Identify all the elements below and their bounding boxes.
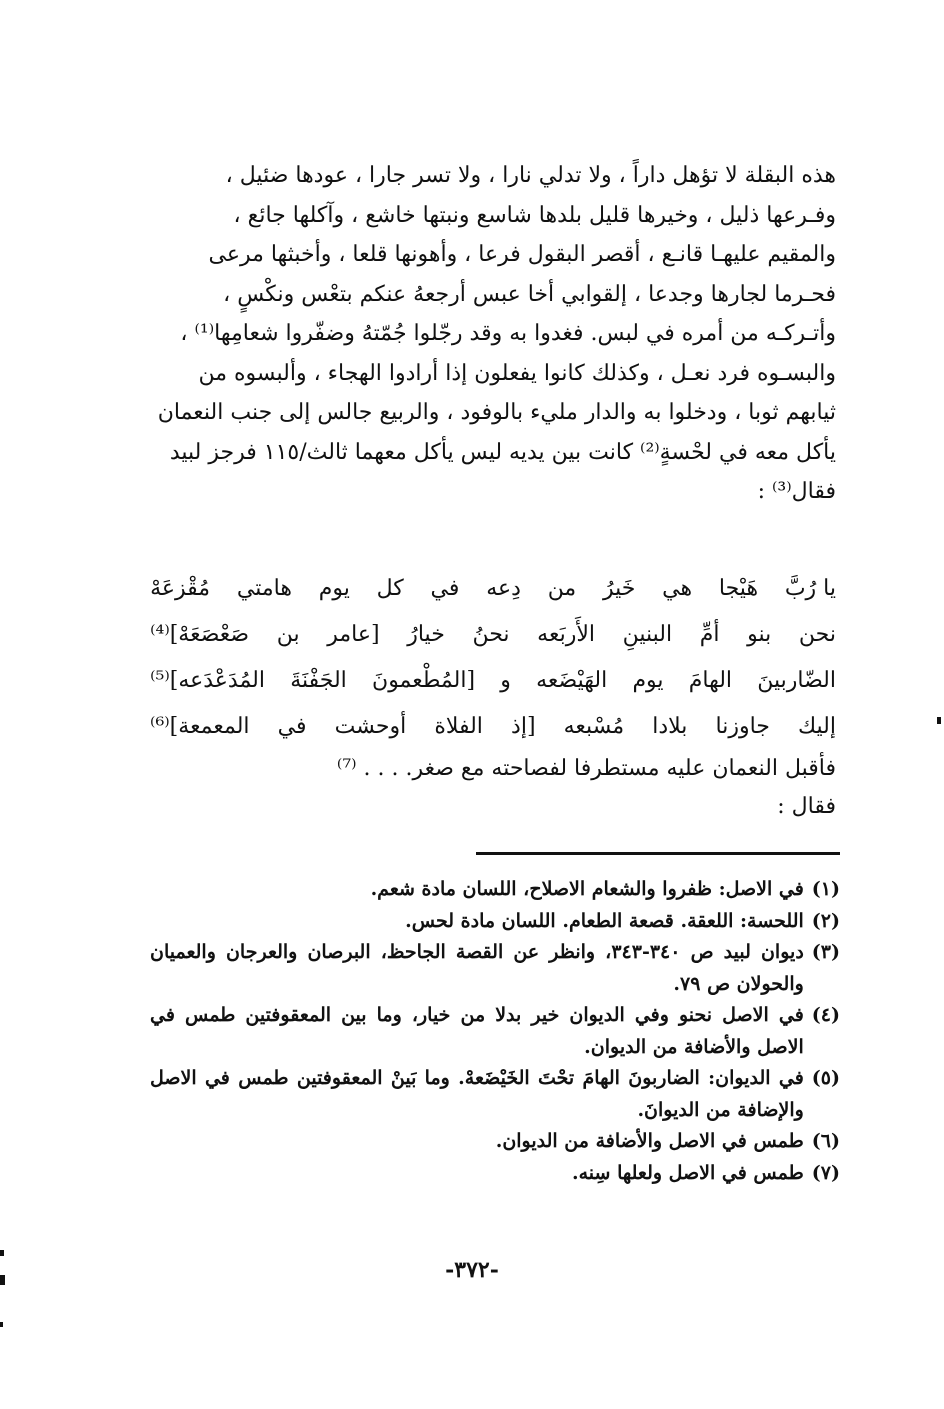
scan-mark [0, 1322, 3, 1327]
poem-word: في [277, 714, 307, 739]
poem-word: إليك [798, 714, 836, 739]
poem-word: مُقْزعَهْ [150, 576, 211, 601]
footnote [150, 1000, 840, 1063]
text-line: وأتـركـه من أمره في لبس. فغدوا به وقد رجّلوا جُمّتهُ وضفّروا شعامِها⁽¹⁾ ، [180, 321, 836, 346]
scan-mark [0, 1275, 5, 1285]
footnote-separator [476, 852, 840, 855]
footnote-text: في الاصل نحنو وفي الديوان خير بدلا من خيار، وما بين المعقوفتين طمس في الاصل والأضافة من الديوان. [150, 1004, 804, 1058]
poem-word: [المُطْعمونَ [372, 668, 476, 693]
poem-word: الضّاربينَ [757, 668, 836, 693]
poem-word: بن [276, 622, 300, 647]
text-line: والبسـوه فرد نعـل ، وكذلك كانوا يفعلون إذا أرادوا الهجاء ، وألبسوه من [198, 360, 836, 386]
poem-word: بنو [747, 622, 772, 647]
footnote-text: في الديوان: الضاربونَ الهامَ تحْتَ الخَيْضَعهْ. وما بَينْ المعقوفتين طمس في الاصل والإضافة من الديوانَ. [150, 1067, 804, 1121]
poem-word: المُدَعْدَعه]⁽⁵⁾ [150, 668, 265, 693]
poem-word: يا رُبَّ [784, 576, 836, 601]
poem-verse [150, 612, 836, 658]
footnote [150, 1063, 840, 1126]
scan-mark [0, 1250, 4, 1256]
poem-word: كل [376, 576, 404, 601]
poem-word: الهامَ [688, 668, 733, 693]
poem-word: من [547, 576, 577, 601]
text-line: فحـرما لجارها وجدعا ، إلقوابي أخا عبس أرجعهُ عنكم بتعْس ونكْسٍ ، [223, 281, 836, 307]
poem-word: و [500, 668, 511, 693]
poem-word: في [430, 576, 460, 601]
poem [150, 566, 836, 750]
text-line: هذه البقلة لا تؤهل داراً ، ولا تدلي نارا ، ولا تسر جارا ، عودها ضئيل ، [225, 163, 836, 188]
poem-verse [150, 658, 836, 704]
poem-word: نحنُ [472, 622, 510, 647]
main-text [150, 156, 836, 512]
text-line: فأقبل النعمان عليه مستطرفا لفصاحته مع صغر. . . . ⁽⁷⁾ [336, 756, 836, 781]
footnote-text: طمس في الاصل ولعلها سِنه. [572, 1161, 804, 1184]
text-line: فقال : [777, 794, 836, 819]
poem-verse [150, 566, 836, 612]
scan-mark [937, 717, 941, 724]
footnote-text: في الاصل: ظفروا والشعام الاصلاح، اللسان مادة شعم. [370, 878, 804, 900]
poem-word: خيارُ [407, 622, 445, 647]
text-line: وفـرعها ذليل ، وخيرها قليل بلدها شاسع ونبتها خاشع ، وآكلها جائع ، [233, 202, 836, 228]
poem-word: دِعه [486, 576, 521, 601]
footnote [150, 906, 840, 938]
footnote [150, 1158, 840, 1190]
footnotes [150, 874, 840, 1189]
text-line: والمقيم عليهـا قانـع ، أقصر البقول فرعا ، وأهونها قلعا ، وأخبثها مرعى [208, 242, 836, 267]
poem-word: أمِّ [699, 622, 720, 647]
poem-word: خَيرُ [603, 576, 636, 601]
poem-word: هَيْجا [718, 576, 759, 601]
poem-word: نحن [798, 622, 836, 647]
footnote-number: (٥) [811, 1067, 840, 1089]
footnote [150, 1126, 840, 1158]
text-line: فقال⁽³⁾ : [757, 479, 836, 504]
footnote-text: ديوان لبيد ص ٣٤٠-٣٤٣، وانظر عن القصة الجاحظ، البرصان والعرجان والعميان والحولان ص ٧٩. [150, 941, 804, 995]
poem-word: صَعْصَعَهْ]⁽⁴⁾ [150, 622, 250, 647]
poem-word: هي [662, 576, 693, 601]
poem-word: الهَيْضَعه [536, 668, 608, 693]
footnote-number: (٧) [811, 1161, 840, 1184]
poem-word: المعمعة]⁽⁶⁾ [150, 714, 250, 739]
poem-word: الفلاة [434, 714, 483, 739]
footnote [150, 937, 840, 1000]
poem-word: الأَربَعه [537, 622, 595, 647]
footnote-number: (٤) [811, 1004, 840, 1026]
poem-word: مُسْبعه [563, 714, 625, 739]
footnote-number: (٢) [811, 909, 840, 932]
poem-word: الجَفْنَةَ [290, 668, 347, 693]
footnote-number: (١) [811, 878, 840, 900]
poem-word: أوحشت [334, 714, 407, 739]
footnote [150, 874, 840, 906]
footnote-number: (٦) [811, 1130, 840, 1152]
poem-word: البنينِ [622, 622, 673, 647]
poem-word: [إذ [511, 714, 536, 739]
poem-word: بلادا [652, 714, 688, 739]
poem-word: هامتي [236, 576, 292, 601]
poem-word: [عامر [327, 622, 380, 647]
poem-word: جاوزنا [715, 714, 770, 739]
poem-verse [150, 704, 836, 750]
poem-word: يوم [318, 576, 350, 601]
text-line: ثيابهم ثوبا ، ودخلوا به والدار مليء بالوفود ، والربيع جالس إلى جنب النعمان [157, 400, 836, 425]
footnote-number: (٣) [811, 941, 840, 963]
footnote-text: طمس في الاصل والأضافة من الديوان. [495, 1130, 804, 1152]
text-line: يأكل معه في لحْسةٍ⁽²⁾ كانت بين يديه ليس يأكل معهما ثالث/١١٥ فرجز لبيد [169, 439, 836, 465]
closing-text [150, 750, 836, 826]
poem-word: يوم [632, 668, 664, 693]
footnote-text: اللحسة: اللعقة. قصعة الطعام. اللسان مادة لحس. [405, 909, 804, 932]
page-number: -٣٧٢- [445, 1257, 499, 1283]
